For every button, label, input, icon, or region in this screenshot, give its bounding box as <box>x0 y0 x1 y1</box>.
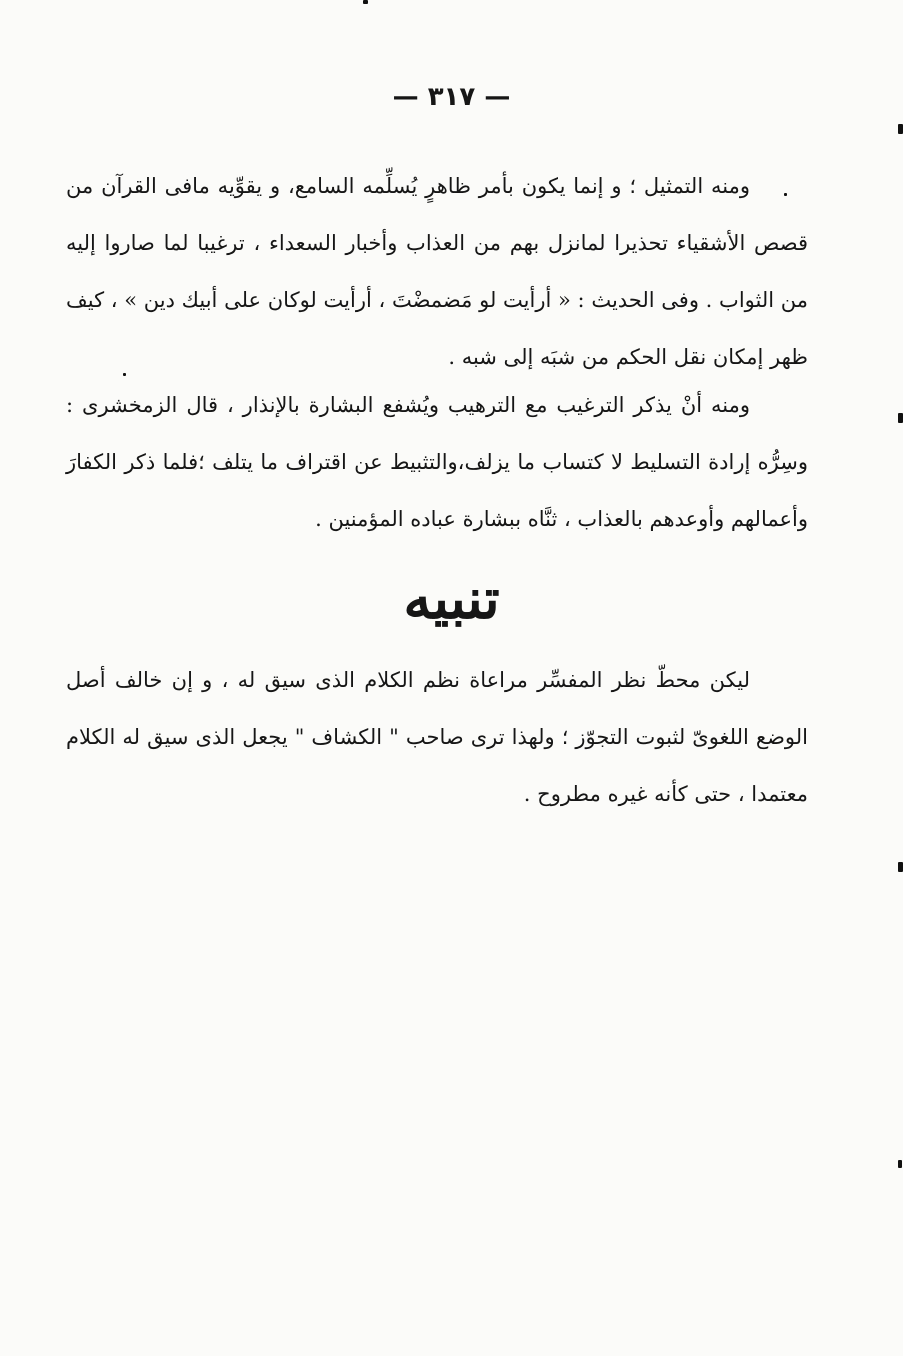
scan-speck <box>123 373 126 376</box>
paragraph-note <box>66 652 808 823</box>
scan-speck <box>363 0 368 4</box>
paragraph-text: ومنه التمثيل ؛ و إنما يكون بأمر ظاهرٍ يُسلِّمه السامع، و يقوِّيه مافى القرآن من قصص الأشقياء تحذيرا لمانزل بهم من العذاب وأخبار السعداء ، ترغيبا لما صاروا إليه من الثواب . وفى الحديث : « أرأيت لو مَضمضْتَ ، أرأيت لوكان على أبيك دين » ، كيف ظهر إمكان نقل الحكم من شبَه إلى شبه . <box>66 174 808 369</box>
scan-speck <box>784 193 787 196</box>
section-heading: تنبيه <box>403 566 500 632</box>
scan-speck <box>898 862 903 872</box>
paragraph-targhib <box>66 377 808 548</box>
paragraph-tamthil <box>66 158 808 386</box>
paragraph-text: ومنه أنْ يذكر الترغيب مع الترهيب ويُشفع البشارة بالإنذار ، قال الزمخشرى : وسِرُّه إرادة التسليط لا كتساب ما يزلف،والتثبيط عن اقتراف ما يتلف ؛فلما ذكر الكفارَ وأعمالهم وأوعدهم بالعذاب ، ثنَّاه ببشارة عباده المؤمنين . <box>66 393 808 531</box>
paragraph-text: ليكن محطّ نظر المفسِّر مراعاة نظم الكلام الذى سيق له ، و إن خالف أصل الوضع اللغوىّ لثبوت التجوّز ؛ ولهذا ترى صاحب " الكشاف " يجعل الذى سيق له الكلام معتمدا ، حتى كأنه غيره مطروح . <box>66 668 808 806</box>
scan-speck <box>898 124 903 134</box>
scan-speck <box>898 1160 902 1168</box>
scan-speck <box>898 413 903 423</box>
page-number: — ٣١٧ — <box>392 82 511 112</box>
